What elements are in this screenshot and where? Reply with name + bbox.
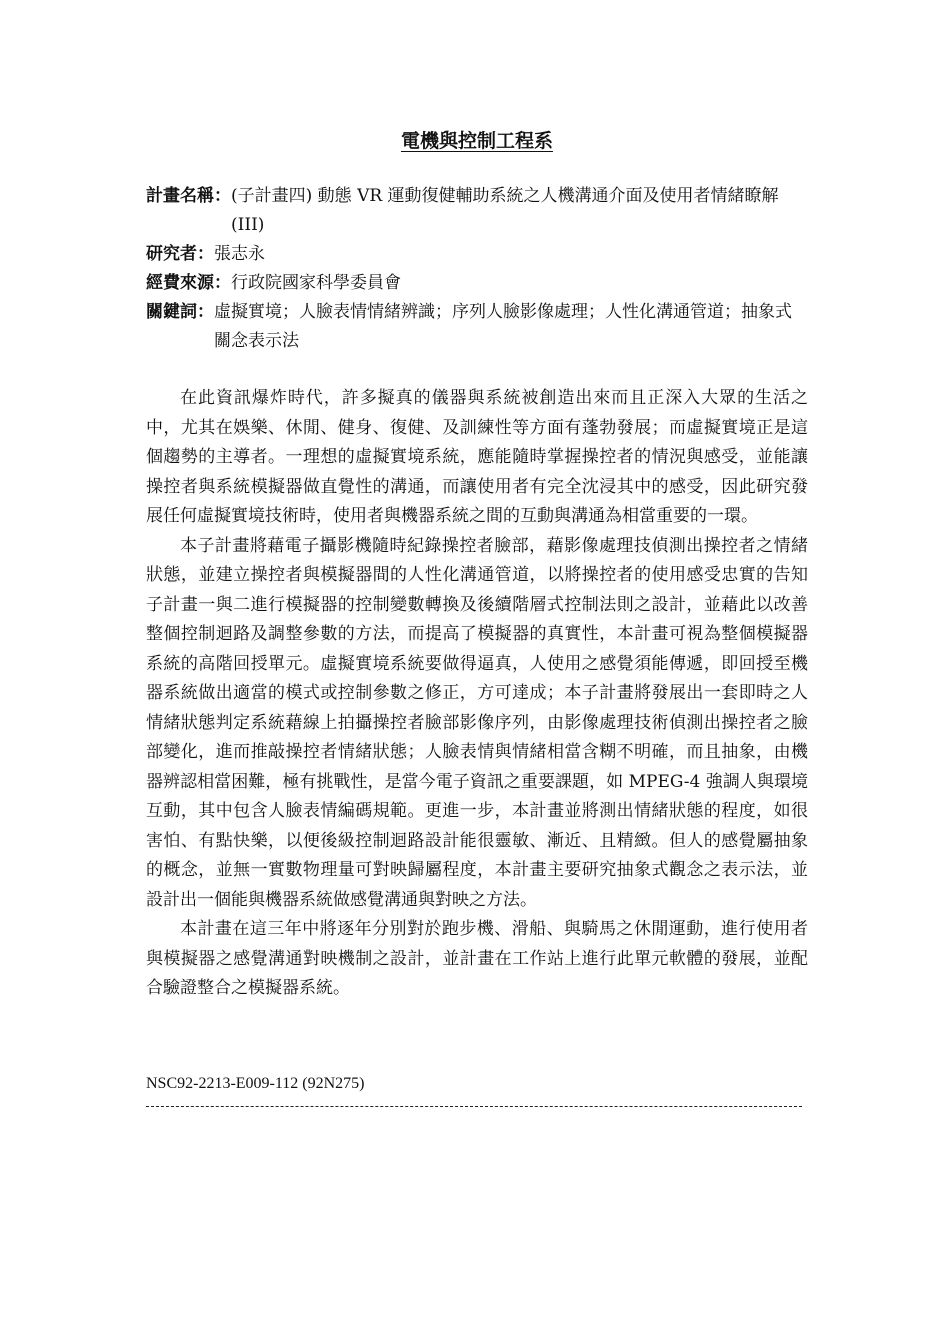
plan-label: 計畫名稱： [146,186,231,206]
plan-row [146,182,808,240]
researcher-value: 張志永 [214,244,265,264]
paragraph: 本計畫在這三年中將逐年分別對於跑步機、滑船、與騎馬之休閒運動，進行使用者與模擬器之感覺溝通對映機制之設計，並計畫在工作站上進行此單元軟體的發展，並配合驗證整合之模擬器系統。 [146,919,808,998]
page-title: 電機與控制工程系 [400,130,553,152]
abstract-body [146,384,808,1004]
project-meta [146,182,808,356]
paragraph: 在此資訊爆炸時代，許多擬真的儀器與系統被創造出來而且正深入大眾的生活之中，尤其在娛樂、休閒、健身、復健、及訓練性等方面有蓬勃發展；而虛擬實境正是這個趨勢的主導者。一理想的虛擬實境系統，應能隨時掌握操控者的情況與感受，並能讓操控者與系統模擬器做直覺性的溝通，而讓使用者有完全沈浸其中的感受，因此研究發展任何虛擬實境技術時，使用者與機器系統之間的互動與溝通為相當重要的一環。 [146,388,808,526]
keywords-label: 關鍵詞： [146,302,214,322]
keywords-row [146,298,808,356]
funding-label: 經費來源： [146,273,231,293]
paragraph: 本子計畫將藉電子攝影機隨時紀錄操控者臉部，藉影像處理技偵測出操控者之情緒狀態，並建立操控者與模擬器間的人性化溝通管道，以將操控者的使用感受忠實的告知子計畫一與二進行模擬器的控制變數轉換及後續階層式控制法則之設計，並藉此以改善整個控制迴路及調整參數的方法，而提高了模擬器的真實性，本計畫可視為整個模擬器系統的高階回授單元。虛擬實境系統要做得逼真，人使用之感覺須能傳遞，即回授至機器系統做出適當的模式或控制參數之修正，方可達成；本子計畫將發展出一套即時之人情緒狀態判定系統藉線上拍攝操控者臉部影像序列，由影像處理技術偵測出操控者之臉部變化，進而推敲操控者情緒狀態；人臉表情與情緒相當含糊不明確，而且抽象，由機器辨認相當困難，極有挑戰性，是當今電子資訊之重要課題，如 MPEG-4 強調人與環境互動，其中包含人臉表情編碼規範。更進一步，本計畫並將測出情緒狀態的程度，如很害怕、有點快樂，以便後級控制迴路設計能很靈敏、漸近、且精緻。但人的感覺屬抽象的概念，並無一實數物理量可對映歸屬程度，本計畫主要研究抽象式觀念之表示法，並設計出一個能與機器系統做感覺溝通與對映之方法。 [146,535,808,910]
funding-row [146,269,808,298]
plan-value: (子計畫四) 動態 VR 運動復健輔助系統之人機溝通介面及使用者情緒瞭解(III) [231,186,779,235]
researcher-label: 研究者： [146,244,214,264]
funding-value: 行政院國家科學委員會 [231,273,401,293]
dashed-divider [146,1106,802,1107]
keywords-value: 虛擬實境；人臉表情情緒辨識；序列人臉影像處理；人性化溝通管道；抽象式關念表示法 [214,302,792,351]
project-code: NSC92-2213-E009-112 (92N275) [146,1075,365,1092]
researcher-row [146,240,808,269]
